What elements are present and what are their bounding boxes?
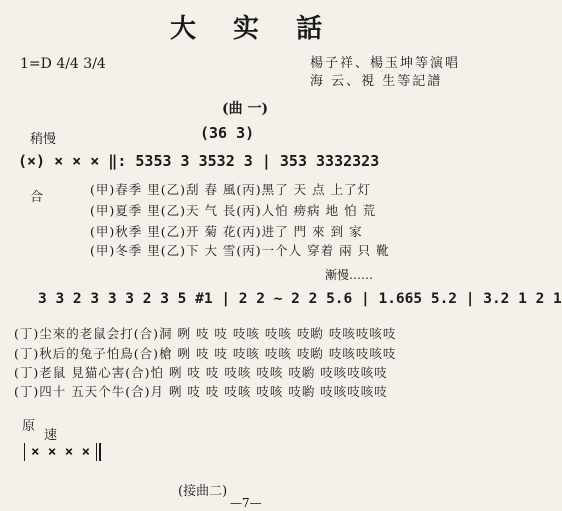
lyrics-verse-3: (甲)秋季 里(乙)开 菊 花(丙)进了 門 來 到 家 xyxy=(90,224,363,239)
page-title: 大 实 話 xyxy=(170,14,337,44)
tempo-marking-slow: 稍慢 xyxy=(30,132,57,147)
lyrics-verse-2: (甲)夏季 里(乙)天 气 長(丙)人怕 痨病 地 怕 荒 xyxy=(90,203,377,218)
lyrics2-verse-3: (丁)老鼠 見猫心害(合)怕 咧 吱 吱 吱咳 吱咳 吱喲 吱咳吱咳吱 xyxy=(14,365,388,380)
notation-line-2: 3 3 2 3 3 3 2 3 5 #1 | 2 2 ~ 2 2 5.6 | 1.665 5.2 | 3.2 1 2 1 xyxy=(38,291,562,307)
key-signature: 1=D 4/4 3/4 xyxy=(20,56,106,72)
notation-line-1: (×) × × × ‖: 5353 3 3532 3 | 353 3332323 xyxy=(18,152,380,170)
credit-transcribers: 海 云、視 生等記譜 xyxy=(310,74,443,89)
tempo-marking-original-b: 速 xyxy=(44,428,58,443)
lyrics2-verse-1: (丁)尘來的老鼠会打(合)洞 咧 吱 吱 吱咳 吱咳 吱喲 吱咳吱咳吱 xyxy=(14,326,397,341)
continue-label: (接曲二) xyxy=(178,484,228,499)
lyrics2-verse-4: (丁)四十 五天个牛(合)月 咧 吱 吱 吱咳 吱咳 吱喲 吱咳吱咳吱 xyxy=(14,384,388,399)
notation-line-3-text: × × × × xyxy=(31,444,91,460)
section-heading: (曲 一) xyxy=(222,101,269,117)
chorus-label: 合 xyxy=(30,190,44,205)
overbar-notation: (36 3) xyxy=(200,124,255,142)
barline xyxy=(24,443,25,461)
page-number: —7— xyxy=(230,496,262,510)
barline xyxy=(99,443,101,461)
credit-performers: 楊子祥、楊玉坤等演唱 xyxy=(310,56,461,71)
lyrics-verse-4: (甲)冬季 里(乙)下 大 雪(丙)一个人 穿着 兩 只 靴 xyxy=(90,243,390,258)
tempo-marking-original-a: 原 xyxy=(22,419,36,434)
lyrics-verse-1: (甲)春季 里(乙)刮 春 風(丙)黑了 天 点 上了灯 xyxy=(90,182,372,197)
tempo-marking-gradual: 漸慢…… xyxy=(325,268,374,282)
barline xyxy=(96,443,97,461)
notation-line-3 xyxy=(18,443,107,461)
lyrics2-verse-2: (丁)秋后的兔子怕鳥(合)槍 咧 吱 吱 吱咳 吱咳 吱喲 吱咳吱咳吱 xyxy=(14,346,397,361)
